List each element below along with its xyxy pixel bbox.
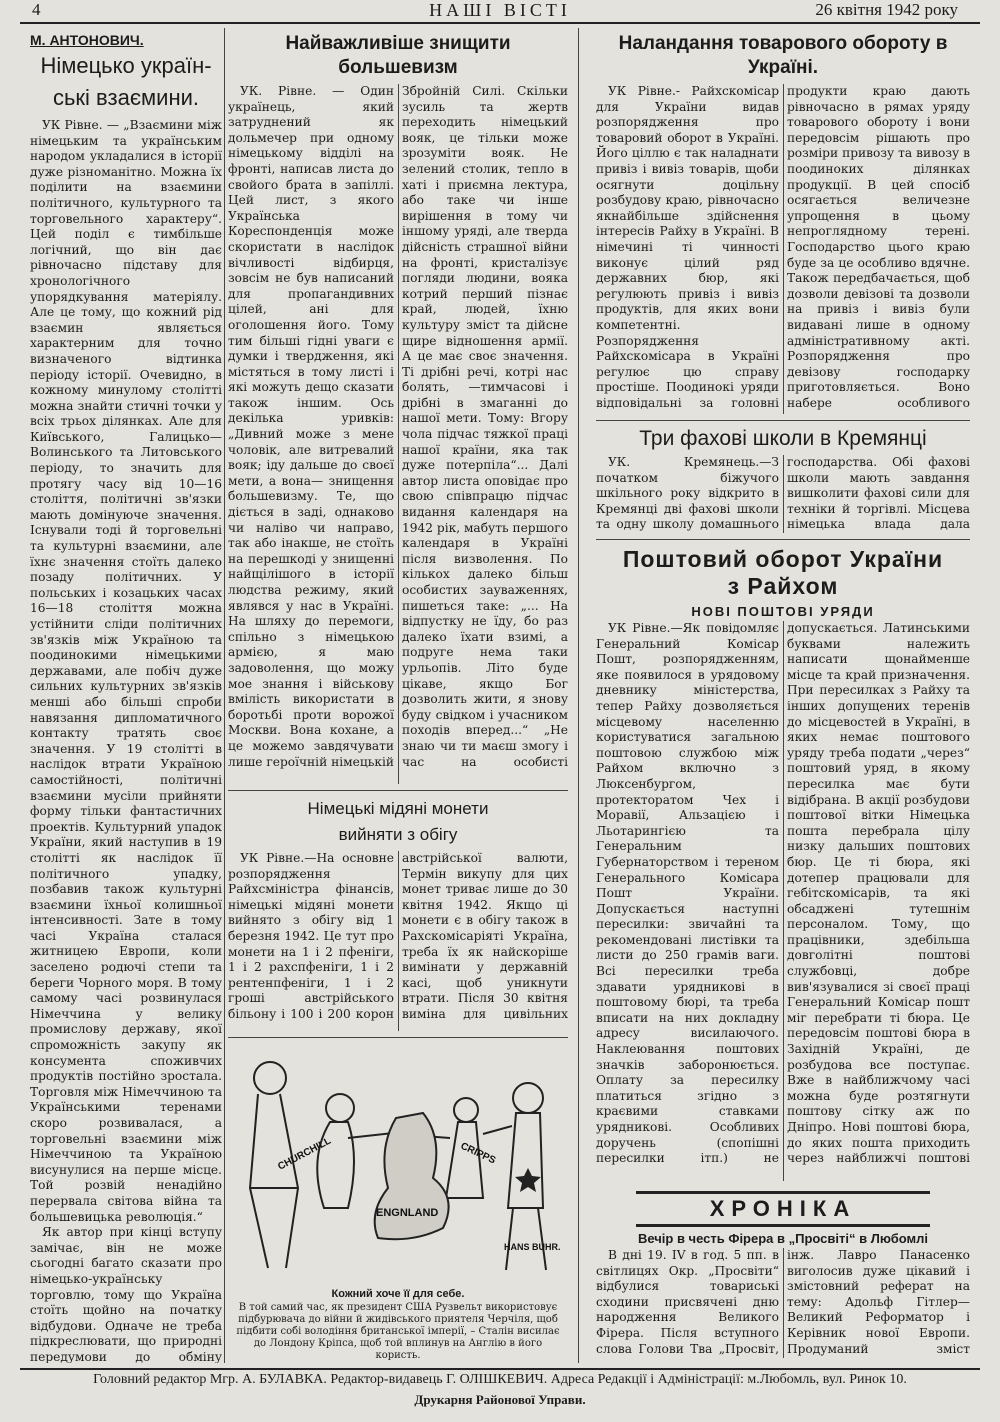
article-body-post — [596, 621, 970, 1181]
section-divider — [596, 539, 970, 540]
article-paragraph: В дні 19. IV в год. 5 пп. в світлицях Окр. „Просвіти“ відбулися товариські сходини присвячені дню народження Великого Фірера. Після вступного слова Голови Тва „Просвіт, інж. Лавро Панасенко виголосив дуже цікавий і змістовний реферат на тему: Адольф Гітлер—Великий Реформатор і Керівник нової Европи. Продуманий зміст — [596, 1248, 970, 1356]
star-icon — [515, 1168, 541, 1192]
article-title-bolshevism: Найважливіше знищити большевизм — [285, 33, 511, 78]
article-title-relations: Німецько україн-ські взаємини. — [40, 53, 212, 110]
cartoon-caption: В той самий час, як президент США Рузвельт використовує підбурювача до війни й жидівського приятеля Черчіля, щоб підбити собі володіння британської імперії, – Сталін висилає до Лондону Кріпса, щоб той вплинув на Англію в його користь. — [236, 1302, 560, 1361]
footer-editors: Головний редактор Мгр. А. БУЛАВКА. Редактор-видавець Г. ОЛІШКЕВИЧ. Адреса Редакції і Адміністрації: м.Любомль, вул. Ринок 10. — [93, 1372, 907, 1387]
column-left — [30, 28, 222, 1363]
article-body-chronicle — [596, 1248, 970, 1358]
page-number: 4 — [32, 0, 41, 19]
article-body-coins — [228, 851, 568, 1031]
page-footer — [20, 1368, 980, 1410]
article-paragraph: УК. Рівне. — Один українець, який затруднений як дольмечер при одному німецькому відділі на фронті, написав листа до свойого брата в запіллі. Цей лист, з якого Українська Кореспонденція може скористати в наслідок вічливості відбирця, зовсім не був написаний для пропагандивних цілей, ані для оголошення його. Тому тим більші гідні уваги є думки і твердження, які містяться в тому листі і які можуть дещо сказати також іншим. Ось декілька уривків: „Дивний може з мене чоловік, але витревалий вояк; іду дальше до своєї мети, а вона— знищення большевизму. Те, що діється в заді, однаково чи наліво чи направо, так або інакше, не стоїть на перешкоді у знищенні найщілішого в історії людства режиму, який являвся у нас в Україні. На шляху до перемоги, спільно з німецькою армією, я маю задоволення, що можу мое знання і військову вмілість використати в боротьбі проти ворожої Москви. Вона кохане, а це можемо завдячувати лише героїчній німецькій Збройній Силі. Скільки зусиль та жертв переходить німецький вояк, це тільки може зрозуміти вояк. Не зелений столик, тепло в хаті і приємна лектура, або таке чи інше вирішення в тому чи іншому уряді, але тверда дійсність страшної війни на фронті, кристалізує погляди людини, вояка котрий перший пізнає край, людей, їхню культуру зміст та дійсне щире відношення армії. А це має своє значення. Ті дрібні речі, котрі нас болять, —тимчасові і дрібні в змаганні до нашої мети. Тому: Вгору чола підчас тяжкої праці нашої країни, яка так дуже потерпіла“... Далі автор листа оповідає про свою співпрацю підчас видання календаря на 1942 рік, мабуть першого календаря в Україні після визволення. По кількох далеко більш особистих зауваженнях, пишеться таке: „... На відпустку не їду, бо раз далеко їхати взимі, а подруге нема таки урльопів. Літо буде цікаве, якщо Бог дозволить жити, я знову буду свідком і учасником походів вперед...“ „Не знаю чи ти маєш змогу і час на особисті — [228, 84, 568, 769]
article-body-schools — [596, 455, 970, 533]
cartoon-caption-title: Кожний хоче її для себе. — [331, 1288, 465, 1300]
political-cartoon — [228, 1037, 568, 1361]
article-paragraph: Як автор при кінці вступу замічає, він не може сьогодні багато сказати про німецько-українську торговлю, тому що Україна стоїть щойно на початку відбудови. Одначе не треба підкреслювати, що природні передумови до обміну — [30, 1225, 222, 1363]
article-title-trade: Наландання товарового обороту в Україні. — [618, 33, 948, 78]
cartoon-label-cripps: CRIPPS — [458, 1140, 498, 1167]
article-subtitle-post: НОВІ ПОШТОВІ УРЯДИ — [691, 604, 875, 619]
page-header — [20, 0, 980, 24]
section-title-chronicle: ХРОНІКА — [636, 1191, 930, 1227]
issue-date: 26 квітня 1942 року — [815, 0, 958, 19]
article-body-trade — [596, 84, 970, 414]
article-title-post-1: Поштовий оборот України — [622, 546, 944, 572]
column-divider — [578, 28, 579, 1363]
article-paragraph: УК Рівне.—Як повідомляє Генеральний Комісар Пошт, розпорядженням, яке появилося в урядовому дневнику міністерства, тепер Райху дозволяється місцевому населенню користуватися загальною поштовою службою між Райхом включно з Люксенбургом, протекторатом Чех і Моравії, Альзацією і Льотарингією та Генеральним Губернаторством і тереном Генерального Комісара Пошт України. Допускається наступні пересилки: звичайні та рекомендовані листівки та листи до 250 грамів ваги. Всі пересилки треба здавати урядникові в поштовому бюрі, та треба вписати на них докладну адресу висилаючого. Наклеювання поштових значків заборонюється. Оплату за пересилку платиться згідно з краєвими ставками урядникові. Особливих доручень (спопішні пересилки ітп.) не допускається. Латинськими буквами належить написати щонайменше місце та край призначення. При пересилках з Райху та інших допущених теренів до місцевостей в Україні, в яких немає поштового уряду треба подати „через“ поштовий уряд, в якому пересилка має бути відібрана. В акції розбудови поштової вітки Німецька пошта перебрала цілу низку дальших поштових бюр. Це ті бюра, які дотепер працювали для гебітскомісарів, та які обсаджені тутешнім персоналом. Тому, що працівники, здебільша довголітні поштові службовці, добре вив'язувалися зі своєї праці Генеральний Комісар пошт міг перебрати ті бюра. Це передовсім поштові бюра в Західній Україні, де розбудова все поступає. Вже в найближчому часі можна буде розтягнути поштову сітку аж по Дніпро. Нові поштові бюра, до яких пошта приходить через найближчі поштові — [596, 621, 970, 1166]
cartoon-signature: HANS BUHR. — [504, 1242, 561, 1252]
chronicle-subtitle: Вечір в честь Фірера в „Просвіті“ в Любомлі — [637, 1231, 929, 1246]
cartoon-label-england: ENGNLAND — [376, 1207, 439, 1219]
article-paragraph: УК Рівне.- Райхскомісар для України видав розпорядження про товаровий оборот в Україні. Його ціллю є так наладнати привіз і вивіз товарів, щоби осягнути доцільну розбудову краю, рівночасно якнайбільше здійснення інтересів Райху в Україні. В німечині ті чинності виконує цілий ряд державних бюр, які регулюють привіз і вивіз продуктів, для яких вони компетентні. Розпорядження Райхскомісара в Україні регулює цю справу простіше. Поодинокі уряди відповідальні за головні продукти краю дають рівночасно в рямах уряду товарового обороту і вони передовсім рішають про розміри привозу та вивозу в поодиноких ділянках продукції. В цей спосіб осягається величезне упрощення в цьому непроглядному терені. Господарство цього краю буде за це особливо вдячне. Також передбачається, щоб дозволи девізові та дозволи на привіз і вивіз були видавані лише в одному адміністративному акті. Розпорядження про девізову господарку приготовляється. Воно набере особливого — [596, 84, 970, 410]
article-author: М. АНТОНОВИЧ. — [30, 32, 144, 48]
cartoon-drawing — [228, 1038, 568, 1286]
column-right — [596, 28, 970, 1363]
article-title-coins-1: Німецькі мідяні монети — [307, 799, 489, 818]
article-paragraph: УК Рівне. — „Взаємини між німецьким та українським народом укладалися в історії дуже різноманітно. Можна їх поділити на взаємини політичного, культурного та торговельного характеру“. Цей поділ є тимбільше логічний, що він дає рівночасно підставу для хронологічного упорядкування матеріялу. Але це тому, що кожний рід взаємин являється характерним для точно визначеного відтинка періоду історії. Очевидно, в кожному минулому столітті можна знайти стичні точки у всіх трьох ділянках. Але для Київського, Галицько—Волинського та Литовського періоду, то значить для протягу часу від 10—16 століття, політичні зв'язки мають домінуюче значення. Існували тоді й торговельні та культурні взаємини, але їхнє значення стоїть далеко позаду політичних. У польських і козацьких часах 16—18 століття можна устійнити сліди політичних зв'язків між Україною та поодинокими німецькими державами, але побіч дуже сильних культурних зв'язків менші або більші спроби навязання дипломатичного контакту тратять своє значення. У 19 столітті в наслідок втрати Україною самостійності, політичні взаємини мусіли прийняти форму тільки фантастичних проектів. Культурний упадок України, який наступив в 19 столітті як наслідок її політичного упадку, позбавив також культурні взаємини їхньої колишньої інтенсивності. Зате в тому часі Україна сталася житницею Европи, коли заселено родючі степи та береги Чорного моря. В тому самому часі розвинулася Німеччина у велику промислову державу, якої спроможність закупу як консумента споживчих продуктів постійно зростала. Торговля між Німеччиною та Українськими теренами скоро розвивалася, а торговельні взаємини між Німеччиною та Україною висунулися на перше місце. Той розвій ненадійно перервала світова війна та большевицька революція.“ — [30, 118, 222, 1224]
article-title-coins-2: вийняти з обігу — [338, 825, 458, 844]
column-middle — [228, 28, 568, 1363]
article-title-post-2: з Райхом — [727, 573, 839, 599]
column-divider — [224, 28, 225, 1363]
article-body-bolshevism — [228, 84, 568, 784]
article-paragraph: УК. Кремянець.—З початком біжучого шкільного року відкрито в Кремянці дві фахові школи та одну школу домашнього господарства. Обі фахові школи мають завдання вишколити фахові сили для техніки й торгівлі. Місцева німецька влада дала — [596, 455, 970, 532]
section-divider — [228, 790, 568, 791]
article-paragraph: УК Рівне.—На основне розпорядження Райхсміністра фінансів, німецькі мідяні монети вийнято з обігу від 1 березня 1942. Це тут про монети на 1 і 2 пфеніги, 1 і 2 рахспфеніги, 1 і 2 рентенпфеніги, 1 і 2 гроші австрійського більону і 100 і 200 корон австрійської валюти, Термін викупу для цих монет триває лише до 30 квітня 1942. Якщо ці монети є в обігу також в Рахскомісаріяті Україна, треба їх як найскоріше вимінати у державній касі, щоб уникнути втрати. Після 30 квітня виміна для цивільних — [228, 851, 568, 1021]
article-title-schools: Три фахові школи в Кремянці — [639, 427, 927, 450]
section-divider — [596, 420, 970, 421]
masthead-title: НАШІ ВІСТІ — [429, 0, 571, 20]
footer-printer: Друкарня Районової Управи. — [414, 1392, 586, 1407]
cartoon-label-churchill: CHURCHILL — [276, 1135, 333, 1173]
